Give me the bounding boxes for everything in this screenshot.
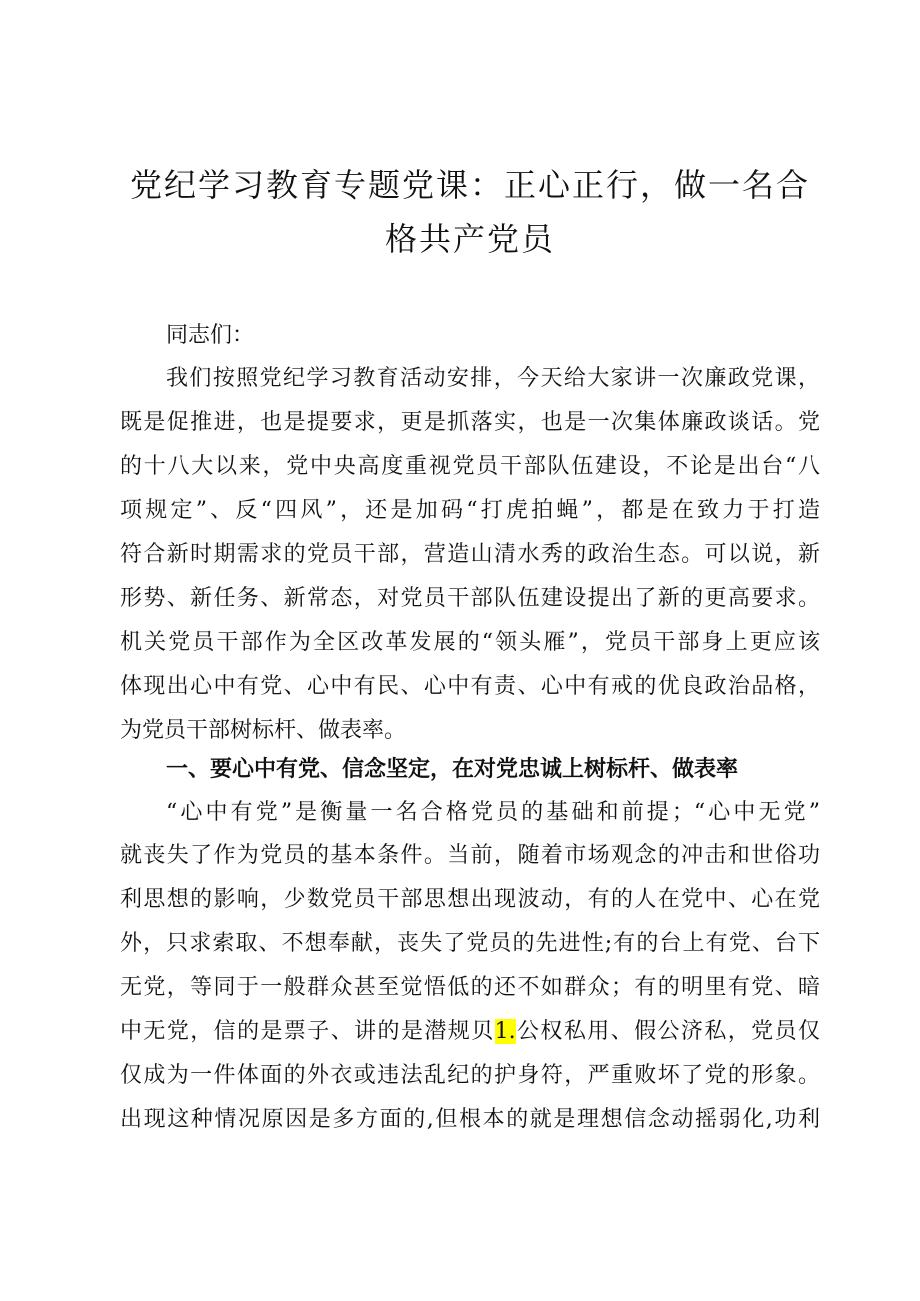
paragraph-line: 机关党员干部作为全区改革发展的“领头雁”，党员干部身上更应该: [120, 630, 820, 655]
paragraph-line: 无党，等同于一般群众甚至觉悟低的还不如群众；有的明里有党、暗: [120, 975, 820, 1000]
paragraph-line: 为党员干部树标杆、做表率。: [120, 718, 407, 743]
paragraph-line: “心中有党”是衡量一名合格党员的基础和前提；“心中无党”: [166, 800, 820, 825]
section-heading: 一、要心中有党、信念坚定，在对党忠诚上树标杆、做表率: [166, 757, 739, 782]
paragraph-line: 出现这种情况原因是多方面的,但根本的就是理想信念动摇弱化,功利: [120, 1107, 820, 1132]
paragraph-line: 形势、新任务、新常态，对党员干部队伍建设提出了新的更高要求。: [120, 586, 820, 611]
paragraph-line: 我们按照党纪学习教育活动安排，今天给大家讲一次廉政党课，: [166, 366, 820, 391]
paragraph-line-with-highlight: [120, 1017, 820, 1047]
paragraph-line: 既是促推进，也是提要求，更是抓落实，也是一次集体廉政谈话。党: [120, 410, 820, 435]
paragraph-line: 项规定”、反“四风”，还是加码“打虎拍蝇”，都是在致力于打造: [120, 498, 820, 523]
paragraph-line: 符合新时期需求的党员干部，营造山清水秀的政治生态。可以说，新: [120, 542, 820, 567]
paragraph-line: 利思想的影响，少数党员干部思想出现波动，有的人在党中、心在党: [120, 887, 820, 912]
paragraph-line: 的十八大以来，党中央高度重视党员干部队伍建设，不论是出台“八: [120, 454, 820, 479]
text-segment: 公权私用、假公济私，党员仅: [515, 1019, 820, 1044]
paragraph-line: 仅成为一件体面的外衣或违法乱纪的护身符，严重败坏了党的形象。: [120, 1063, 820, 1088]
salutation: 同志们：: [166, 323, 255, 348]
paragraph-line: 外，只求索取、不想奉献，丧失了党员的先进性;有的台上有党、台下: [120, 931, 820, 956]
paragraph-line: 体现出心中有党、心中有民、心中有责、心中有戒的优良政治品格，: [120, 674, 820, 699]
text-segment: 中无党，信的是票子、讲的是潜规贝: [120, 1019, 495, 1044]
document-title-line-2: 格共产党员: [384, 220, 555, 258]
document-title-line-1: 党纪学习教育专题党课：正心正行，做一名合: [129, 166, 810, 204]
paragraph-line: 就丧失了作为党员的基本条件。当前，随着市场观念的冲击和世俗功: [120, 843, 820, 868]
highlighted-text: 1.: [494, 1019, 516, 1044]
